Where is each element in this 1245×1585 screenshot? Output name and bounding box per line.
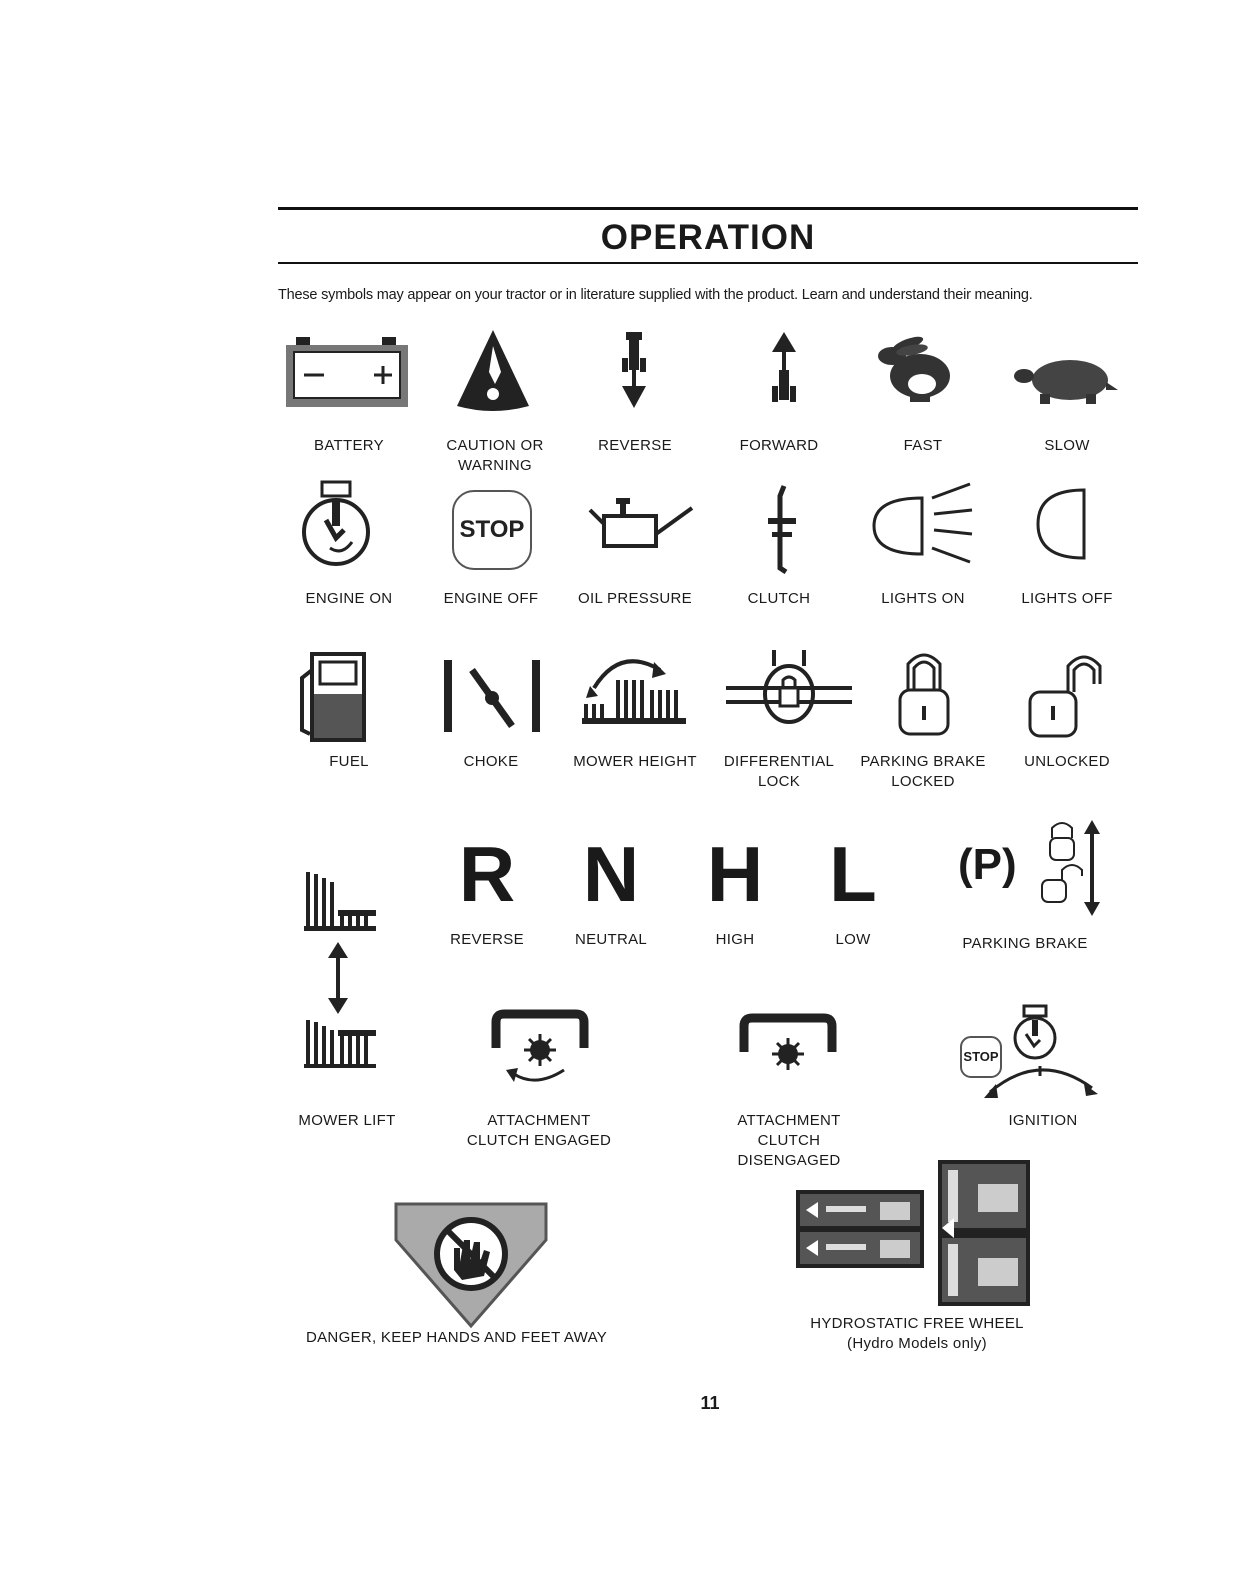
high-gear-label: HIGH: [715, 931, 755, 948]
mower-height-label: MOWER HEIGHT: [573, 753, 697, 770]
gear-letter-l: L: [829, 830, 877, 918]
choke-label: CHOKE: [463, 753, 519, 770]
mower-lift-label: MOWER LIFT: [298, 1112, 396, 1129]
gear-letter-n: N: [582, 830, 640, 918]
padlock-unlocked-icon: [1026, 644, 1116, 740]
choke-icon: [438, 656, 548, 736]
top-rule: [278, 207, 1138, 210]
hydrostatic-label-line1: HYDROSTATIC FREE WHEEL: [810, 1315, 1024, 1332]
clutch-icon: [762, 484, 802, 574]
attachment-engaged-label-line1: ATTACHMENT: [487, 1112, 591, 1129]
warning-triangle-icon: [453, 326, 533, 411]
padlock-locked-icon: [894, 646, 954, 738]
ignition-key-icon: [980, 1004, 1100, 1100]
danger-hand-icon: [392, 1200, 550, 1330]
unlocked-label: UNLOCKED: [1024, 753, 1110, 770]
parking-brake-locked-label-line2: LOCKED: [891, 773, 955, 790]
caution-label-line2: WARNING: [457, 457, 533, 474]
intro-text: These symbols may appear on your tractor or in literature supplied with the product. Learn and understand their meaning.: [278, 287, 1033, 303]
page-number: 11: [700, 1393, 720, 1413]
gear-letter-h: H: [706, 830, 764, 918]
stop-sign-icon: STOP: [452, 490, 532, 570]
page-title: OPERATION: [600, 218, 816, 257]
bottom-rule: [278, 262, 1138, 264]
rabbit-icon: [870, 334, 970, 409]
attachment-clutch-engaged-icon: [490, 1008, 590, 1094]
lights-off-label: LIGHTS OFF: [1021, 590, 1113, 607]
hydrostatic-decal-right-icon: [938, 1160, 1030, 1306]
hydrostatic-decal-left-icon: [796, 1190, 924, 1268]
reverse-arrow-icon: [614, 330, 654, 410]
fuel-pump-icon: [296, 650, 376, 742]
parking-p-symbol: (P): [958, 840, 1017, 889]
battery-label: BATTERY: [314, 437, 384, 454]
fuel-label: FUEL: [329, 753, 369, 770]
lights-on-icon: [872, 480, 982, 572]
forward-label: FORWARD: [739, 437, 819, 454]
differential-lock-label-line2: LOCK: [757, 773, 801, 790]
neutral-gear-label: NEUTRAL: [574, 931, 648, 948]
danger-label: DANGER, KEEP HANDS AND FEET AWAY: [306, 1329, 608, 1346]
caution-label-line1: CAUTION OR: [446, 437, 544, 454]
slow-label: SLOW: [1044, 437, 1090, 454]
parking-brake-label: PARKING BRAKE: [962, 935, 1088, 952]
parking-brake-lock-arrows-icon: [1038, 818, 1108, 918]
mower-height-icon: [580, 640, 690, 740]
lights-on-label: LIGHTS ON: [881, 590, 965, 607]
turtle-icon: [1012, 350, 1122, 410]
engine-off-label: ENGINE OFF: [443, 590, 539, 607]
reverse-gear-label: REVERSE: [450, 931, 524, 948]
differential-lock-label-line1: DIFFERENTIAL: [723, 753, 835, 770]
parking-brake-locked-label-line1: PARKING BRAKE: [860, 753, 986, 770]
hydrostatic-label-line2: (Hydro Models only): [847, 1335, 987, 1352]
attachment-engaged-label-line2: CLUTCH ENGAGED: [466, 1132, 612, 1149]
attachment-clutch-disengaged-icon: [738, 1012, 838, 1082]
clutch-label: CLUTCH: [747, 590, 811, 607]
lights-off-icon: [1036, 484, 1096, 564]
low-gear-label: LOW: [835, 931, 871, 948]
engine-on-label: ENGINE ON: [305, 590, 393, 607]
differential-lock-icon: [724, 646, 854, 742]
oil-pressure-label: OIL PRESSURE: [578, 590, 692, 607]
forward-arrow-icon: [764, 330, 804, 410]
gear-letter-r: R: [458, 830, 516, 918]
oil-can-icon: [586, 494, 696, 554]
fast-label: FAST: [903, 437, 943, 454]
attachment-disengaged-label-line1: ATTACHMENT: [737, 1112, 841, 1129]
battery-icon: [284, 335, 414, 410]
ignition-label: IGNITION: [1008, 1112, 1078, 1129]
engine-on-icon: [300, 480, 372, 572]
mower-lift-icon: [298, 870, 388, 1070]
reverse-label: REVERSE: [598, 437, 672, 454]
attachment-disengaged-label-line2: CLUTCH DISENGAGED: [737, 1132, 841, 1169]
ignition-stop-sign: STOP: [960, 1036, 1002, 1078]
